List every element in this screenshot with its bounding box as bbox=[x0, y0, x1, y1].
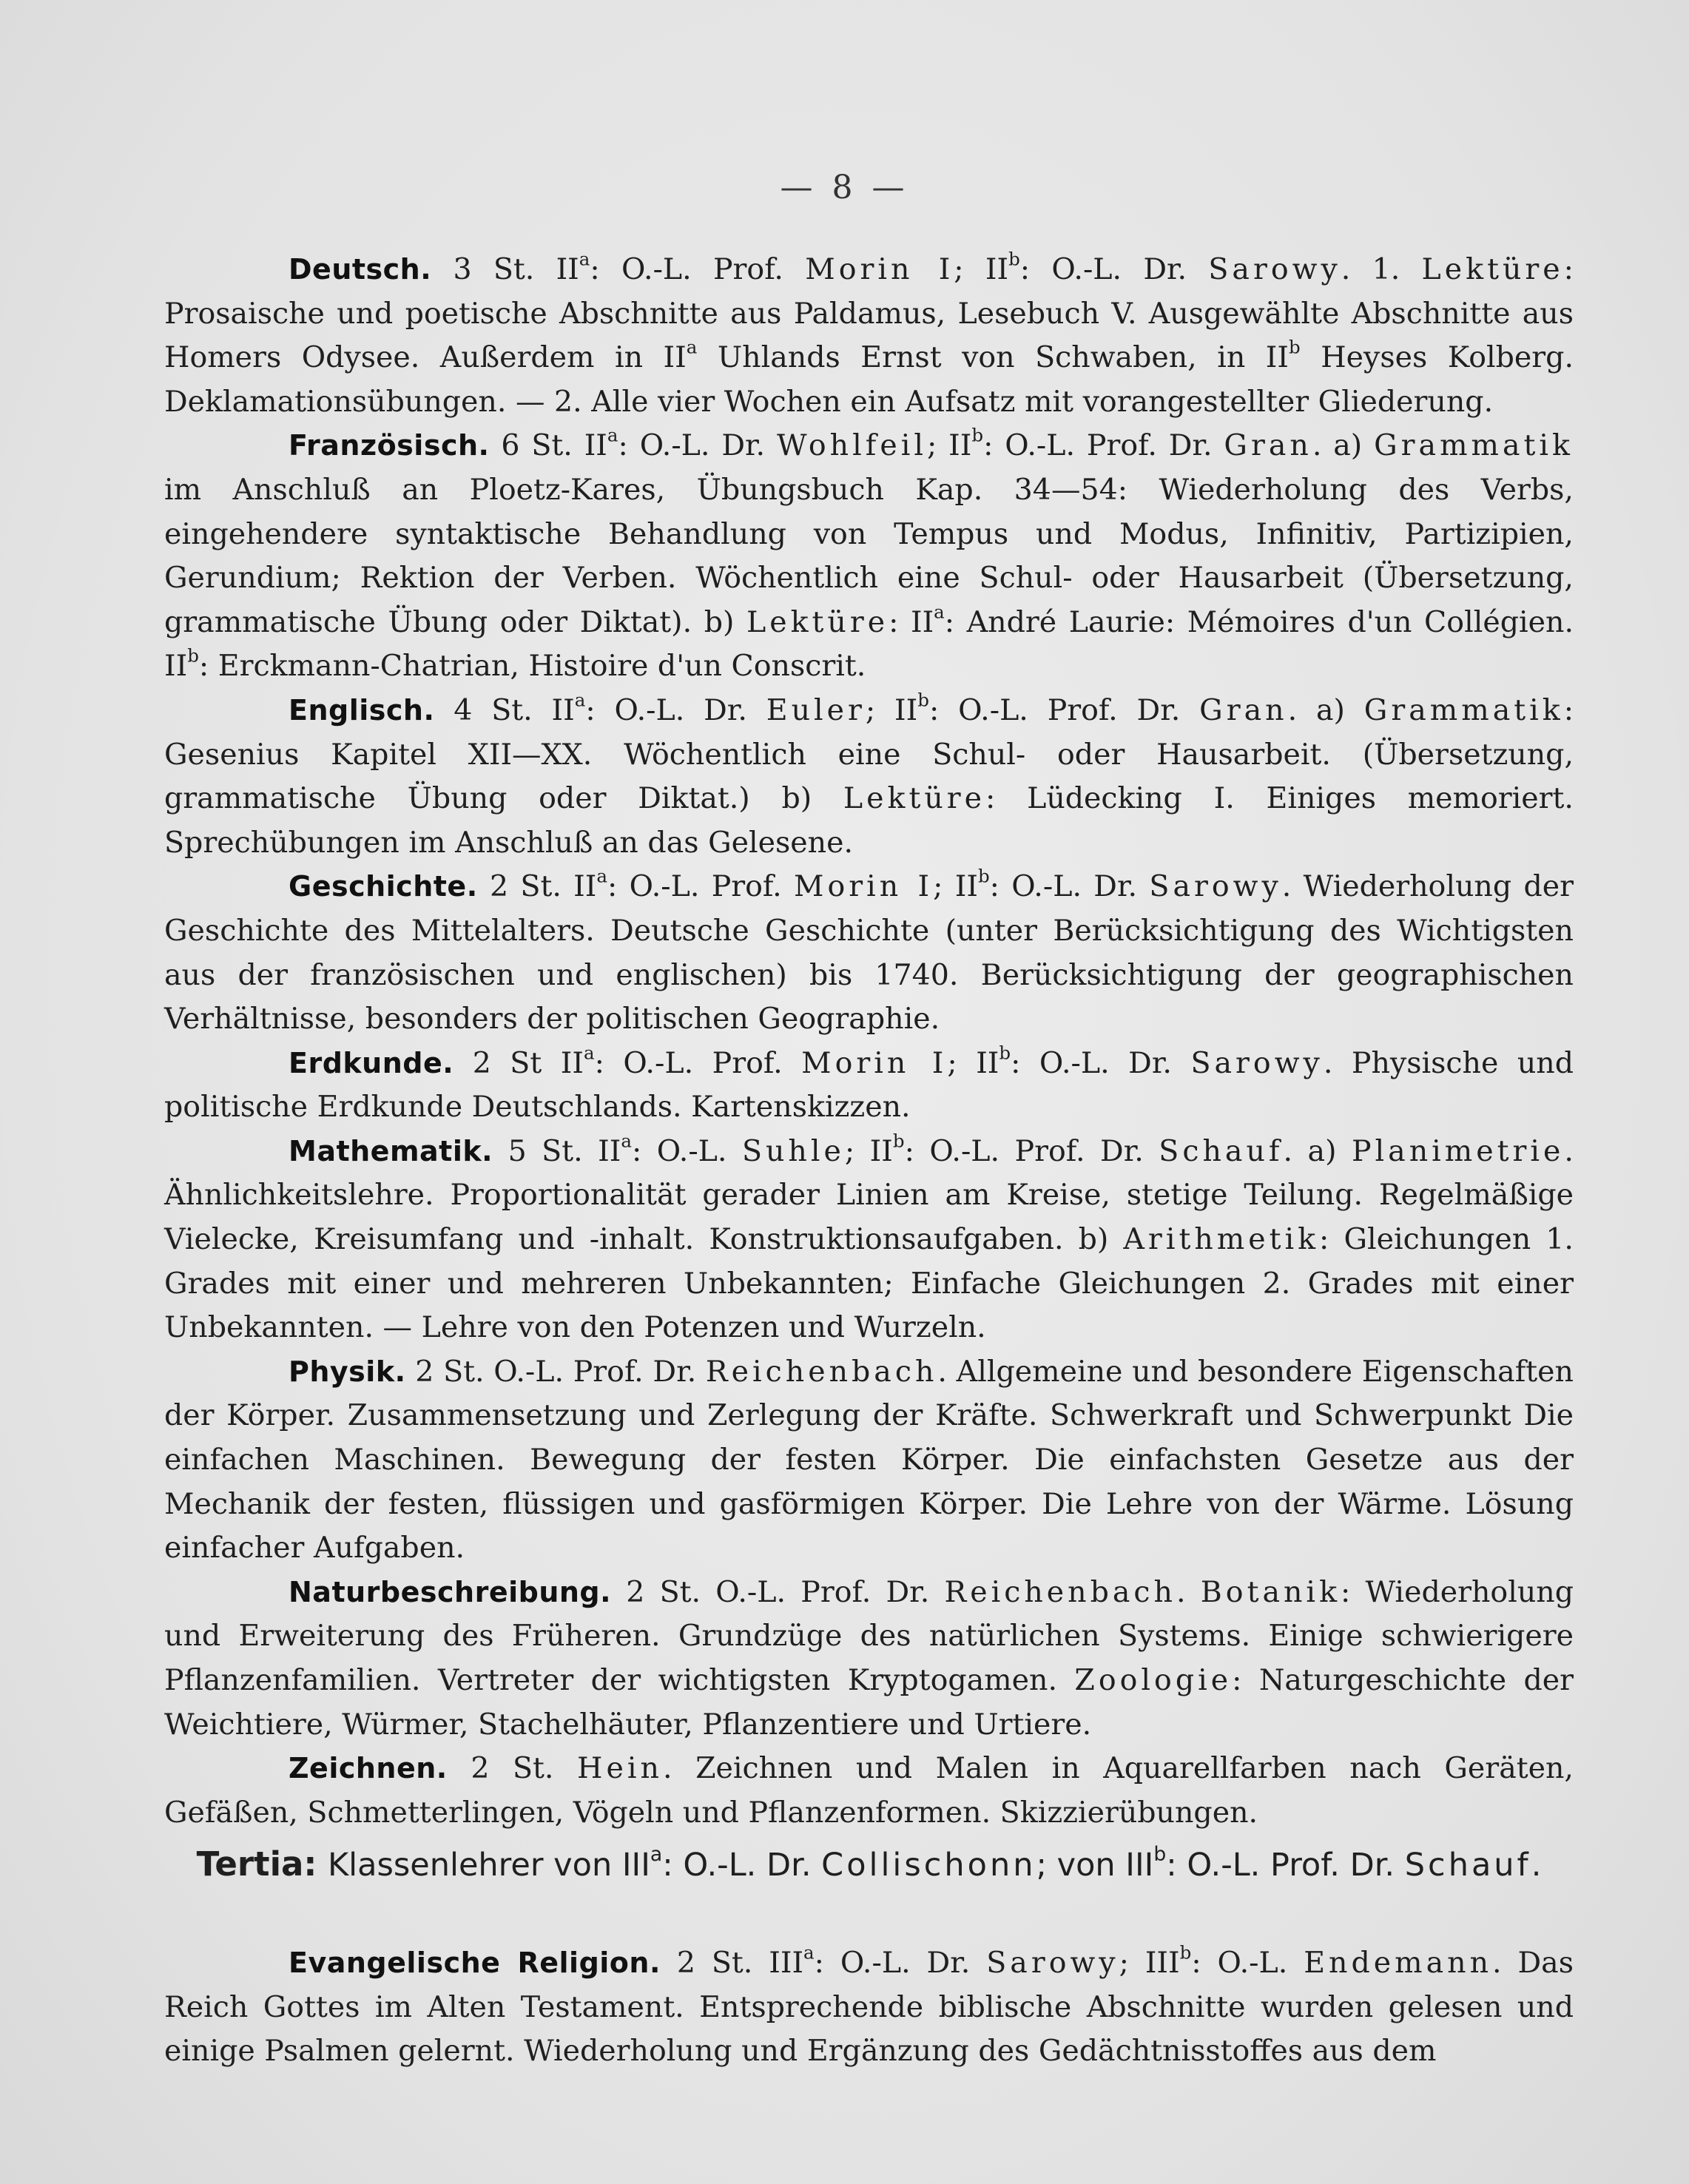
section-franzoesisch: Französisch. 6 St. $II^a$: O.-L. Dr. Wohlfeil; $II^b$: O.-L. Prof. Dr. Gran. a) Grammatik im Anschluß an Ploetz-Kares, Übungsbuch Kap. 34—54: Wiederholung des Verbs, eingehendere syntaktische Behandlung von Tempus und Modus, Infinitiv, Partizipien, Gerundium; Rektion der Verben. Wöchentlich eine Schul- oder Hausarbeit (Übersetzung, grammatische Übung oder Diktat). b) Lektüre: $II^a$: André Laurie: Mémoires d'un Collégien. $II^b$: Erckmann-Chatrian, Histoire d'un Conscrit. bbox=[164, 425, 1574, 684]
teacher-name: Schauf bbox=[1404, 1847, 1531, 1884]
subject-heading: Erdkunde. bbox=[289, 1046, 454, 1079]
topic-label: Lektüre bbox=[1421, 252, 1564, 286]
subject-heading: Mathematik. bbox=[289, 1134, 493, 1167]
subject-heading: Evangelische Religion. bbox=[289, 1947, 661, 1979]
section-mathematik: Mathematik. 5 St. $II^a$: O.-L. Suhle; $II^b$: O.-L. Prof. Dr. Schauf. a) Planimetrie. Ähnlichkeitslehre. Proportionalität gerader Linien am Kreise, stetige Teilung. Regelmäßige Vielecke, Kreisumfang und -inhalt. Konstruktionsaufgaben. b) Arithmetik: Gleichungen 1. Grades mit einer und mehreren Unbekannten; Einfache Gleichungen 2. Grades mit einer Unbekannten. — Lehre von den Potenzen und Wurzeln. bbox=[164, 1130, 1574, 1345]
tertia-heading: Tertia: Klassenlehrer von III$^a$: O.-L. Dr. Collischonn; von III$^b$: O.-L. Prof. Dr. Schauf. bbox=[196, 1843, 1542, 1884]
teacher-name: Morin I bbox=[805, 252, 954, 286]
subject-heading: Französisch. bbox=[289, 429, 490, 462]
subject-heading: Geschichte. bbox=[289, 870, 478, 903]
teacher-name: Collischonn bbox=[821, 1847, 1036, 1884]
subject-heading: Physik. bbox=[289, 1355, 406, 1388]
teacher-name: Sarowy bbox=[986, 1946, 1119, 1980]
subject-list-grade-3 bbox=[164, 1941, 1574, 2074]
section-erdkunde: Erdkunde. 2 St $II^a$: O.-L. Prof. Morin I; $II^b$: O.-L. Dr. Sarowy. Physische und politische Erdkunde Deutschlands. Kartenskizzen. bbox=[164, 1042, 1574, 1125]
teacher-name: Reichenbach bbox=[944, 1574, 1176, 1609]
section-naturbeschreibung: Naturbeschreibung. 2 St. O.-L. Prof. Dr. Reichenbach. Botanik: Wiederholung und Erweiterung des Früheren. Grundzüge des natürlichen Systems. Einige schwierigere Pflanzenfamilien. Vertreter der wichtigsten Kryptogamen. Zoologie: Naturgeschichte der Weichtiere, Würmer, Stachelhäuter, Pflanzentiere und Urtiere. bbox=[164, 1574, 1574, 1742]
teacher-name: Sarowy bbox=[1190, 1045, 1324, 1080]
topic-label: Lektüre bbox=[843, 781, 986, 816]
teacher-name: Morin I bbox=[794, 869, 934, 904]
class-label: Tertia: bbox=[196, 1844, 317, 1884]
topic-label: Planimetrie bbox=[1351, 1133, 1565, 1168]
teacher-name: Gran bbox=[1199, 692, 1288, 727]
teacher-name: Sarowy bbox=[1208, 252, 1341, 286]
topic-label: Grammatik bbox=[1363, 692, 1564, 727]
section-physik: Physik. 2 St. O.-L. Prof. Dr. Reichenbach. Allgemeine und besondere Eigenschaften der Körper. Zusammensetzung und Zerlegung der Kräfte. Schwerkraft und Schwerpunkt Die einfachen Maschinen. Bewegung der festen Körper. Die einfachsten Gesetze aus der Mechanik der festen, flüssigen und gasförmigen Körper. Die Lehre von der Wärme. Lösung einfacher Aufgaben. bbox=[164, 1354, 1574, 1565]
teacher-name: Hein bbox=[577, 1751, 663, 1786]
topic-label: Lektüre bbox=[746, 604, 889, 639]
topic-label: Grammatik bbox=[1374, 428, 1574, 463]
teacher-name: Schauf bbox=[1159, 1133, 1284, 1168]
teacher-name: Sarowy bbox=[1149, 869, 1282, 904]
section-geschichte: Geschichte. 2 St. $II^a$: O.-L. Prof. Morin I; $II^b$: O.-L. Dr. Sarowy. Wiederholung der Geschichte des Mittelalters. Deutsche Geschichte (unter Berücksichtigung des Wichtigsten aus der französischen und englischen) bis 1740. Berücksichtigung der geographischen Verhältnisse, besonders der politischen Geographie. bbox=[164, 865, 1574, 1037]
teacher-name: Gran bbox=[1224, 428, 1312, 463]
teacher-name: Euler bbox=[766, 692, 866, 727]
subject-heading: Naturbeschreibung. bbox=[289, 1575, 612, 1608]
teacher-name: Reichenbach bbox=[705, 1354, 938, 1389]
section-evangelische-religion: Evangelische Religion. 2 St. III$^a$: O.-L. Dr. Sarowy; III$^b$: O.-L. Endemann. Das Reich Gottes im Alten Testament. Entsprechende biblische Abschnitte wurden gelesen und einige Psalmen gelernt. Wiederholung und Ergänzung des Gedächtnisstoffes aus dem bbox=[164, 1941, 1574, 2069]
topic-label: Zoologie bbox=[1074, 1663, 1233, 1697]
subject-heading: Zeichnen. bbox=[289, 1752, 448, 1785]
teacher-name: Suhle bbox=[741, 1133, 845, 1168]
teacher-name: Morin I bbox=[801, 1045, 948, 1080]
teacher-name: Endemann bbox=[1304, 1946, 1493, 1980]
subject-heading: Englisch. bbox=[289, 693, 435, 727]
section-deutsch: Deutsch. 3 St. $II^a$: O.-L. Prof. Morin I; $II^b$: O.-L. Dr. Sarowy. 1. Lektüre: Prosaische und poetische Abschnitte aus Paldamus, Lesebuch V. Ausgewählte Abschnitte aus Homers Odysee. Außerdem in $II^a$ Uhlands Ernst von Schwaben, in $II^b$ Heyses Kolberg. Deklamationsübungen. — 2. Alle vier Wochen ein Aufsatz mit vorangestellter Gliederung. bbox=[164, 248, 1574, 419]
subject-list-grade-2 bbox=[164, 248, 1574, 1835]
teacher-name: Wohlfeil bbox=[776, 428, 927, 463]
subject-heading: Deutsch. bbox=[289, 253, 432, 286]
section-englisch: Englisch. 4 St. $II^a$: O.-L. Dr. Euler; $II^b$: O.-L. Prof. Dr. Gran. a) Grammatik: Gesenius Kapitel XII—XX. Wöchentlich eine Schul- oder Hausarbeit. (Übersetzung, grammatische Übung oder Diktat.) b) Lektüre: Lüdecking I. Einiges memoriert. Sprechübungen im Anschluß an das Gelesene. bbox=[164, 689, 1574, 860]
page-number: — 8 — bbox=[780, 169, 909, 206]
topic-label: Arithmetik bbox=[1123, 1222, 1320, 1257]
topic-label: Botanik bbox=[1200, 1574, 1341, 1609]
section-zeichnen: Zeichnen. 2 St. Hein. Zeichnen und Malen in Aquarellfarben nach Geräten, Gefäßen, Schmetterlingen, Vögeln und Pflanzenformen. Skizzierübungen. bbox=[164, 1751, 1574, 1830]
